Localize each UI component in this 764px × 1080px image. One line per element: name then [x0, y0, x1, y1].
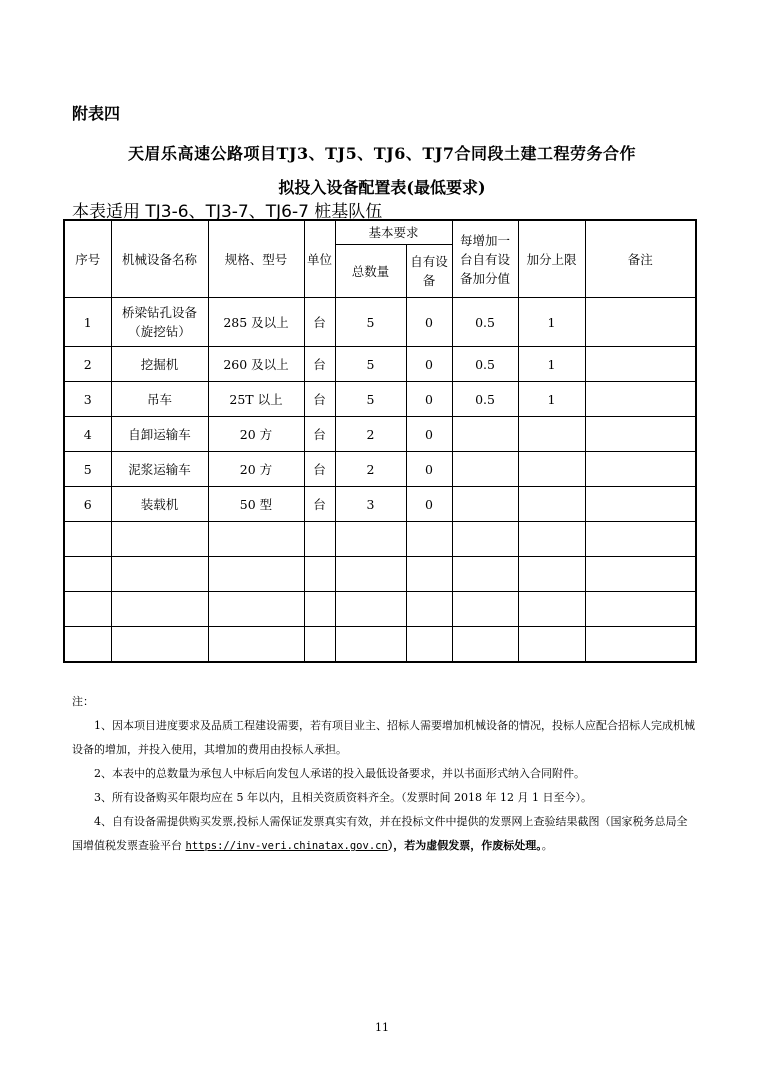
- cell-total: 5: [335, 382, 406, 417]
- table-row: [64, 347, 696, 382]
- cell-remark: [585, 298, 696, 347]
- cell-total: 3: [335, 487, 406, 522]
- page-number: 11: [375, 1021, 389, 1034]
- cell-bonus: [452, 417, 518, 452]
- header-spec: 规格、型号: [208, 220, 304, 298]
- cell-spec: 285 及以上: [208, 298, 304, 347]
- cell-name: 泥浆运输车: [111, 452, 208, 487]
- table-row: [64, 382, 696, 417]
- cell-total: 2: [335, 452, 406, 487]
- cell-remark: [585, 487, 696, 522]
- cell-spec: 20 方: [208, 452, 304, 487]
- cell-total: 2: [335, 417, 406, 452]
- note-4: [72, 810, 698, 858]
- cell-bonus: [452, 452, 518, 487]
- cell-cap: 1: [518, 347, 585, 382]
- cell-unit: 台: [304, 298, 335, 347]
- cell-spec: 20 方: [208, 417, 304, 452]
- cell-remark: [585, 417, 696, 452]
- cell-remark: [585, 347, 696, 382]
- note-4-text: 4、自有设备需提供购买发票,投标人需保证发票真实有效，并在投标文件中提供的发票网上查验结果截图（国家税务总局全国增值税发票查验平台: [72, 815, 688, 852]
- cell-cap: [518, 487, 585, 522]
- header-basic: 基本要求: [335, 220, 452, 245]
- header-total: 总数量: [335, 245, 406, 298]
- table-title: 天眉乐高速公路项目TJ3、TJ5、TJ6、TJ7合同段土建工程劳务合作: [128, 144, 636, 163]
- cell-no: 3: [64, 382, 111, 417]
- cell-no: 6: [64, 487, 111, 522]
- cell-remark: [585, 452, 696, 487]
- table-row: [64, 487, 696, 522]
- cell-unit: 台: [304, 417, 335, 452]
- empty-row: [64, 592, 696, 627]
- cell-owned: 0: [406, 417, 452, 452]
- cell-bonus: 0.5: [452, 298, 518, 347]
- cell-total: 5: [335, 347, 406, 382]
- cell-name: 自卸运输车: [111, 417, 208, 452]
- cell-owned: 0: [406, 347, 452, 382]
- header-row: [64, 220, 696, 245]
- header-unit: 单位: [304, 220, 335, 298]
- cell-unit: 台: [304, 452, 335, 487]
- cell-unit: 台: [304, 382, 335, 417]
- cell-name: 装载机: [111, 487, 208, 522]
- cell-cap: [518, 417, 585, 452]
- cell-name: 桥梁钻孔设备（旋挖钻）: [111, 298, 208, 347]
- cell-bonus: [452, 487, 518, 522]
- notes-section: [72, 690, 698, 858]
- cell-bonus: 0.5: [452, 347, 518, 382]
- cell-owned: 0: [406, 382, 452, 417]
- header-no: 序号: [64, 220, 111, 298]
- cell-owned: 0: [406, 487, 452, 522]
- table-row: [64, 298, 696, 347]
- empty-row: [64, 522, 696, 557]
- cell-bonus: 0.5: [452, 382, 518, 417]
- empty-row: [64, 627, 696, 663]
- notes-label: 注：: [72, 695, 94, 708]
- cell-cap: 1: [518, 298, 585, 347]
- header-bonus-cap: 加分上限: [518, 220, 585, 298]
- table-subtitle: 拟投入设备配置表(最低要求): [278, 178, 486, 197]
- cell-unit: 台: [304, 347, 335, 382]
- note-4-warning: ），若为虚假发票，作废标处理。: [387, 839, 542, 852]
- cell-no: 4: [64, 417, 111, 452]
- cell-spec: 50 型: [208, 487, 304, 522]
- verification-link[interactable]: https://inv-veri.chinatax.gov.cn: [185, 840, 388, 852]
- note-2: 2、本表中的总数量为承包人中标后向发包人承诺的投入最低设备要求，并以书面形式纳入合同附件。: [94, 767, 585, 780]
- table-row: [64, 417, 696, 452]
- header-bonus-each: 每增加一台自有设备加分值: [452, 220, 518, 298]
- scope-text: 本表适用 TJ3-6、TJ3-7、TJ6-7 桩基队伍: [72, 202, 383, 222]
- header-remark: 备注: [585, 220, 696, 298]
- attachment-label: 附表四: [72, 104, 121, 123]
- note-4-end: 。: [541, 839, 553, 852]
- cell-unit: 台: [304, 487, 335, 522]
- cell-owned: 0: [406, 452, 452, 487]
- cell-cap: [518, 452, 585, 487]
- table-row: [64, 452, 696, 487]
- equipment-table: [63, 219, 697, 663]
- cell-cap: 1: [518, 382, 585, 417]
- cell-no: 1: [64, 298, 111, 347]
- cell-name: 挖掘机: [111, 347, 208, 382]
- note-3: 3、所有设备购买年限均应在 5 年以内，且相关资质资料齐全。（发票时间 2018 年 12 月 1 日至今）。: [94, 791, 592, 804]
- cell-spec: 260 及以上: [208, 347, 304, 382]
- cell-remark: [585, 382, 696, 417]
- cell-name: 吊车: [111, 382, 208, 417]
- cell-owned: 0: [406, 298, 452, 347]
- header-owned: 自有设备: [406, 245, 452, 298]
- header-name: 机械设备名称: [111, 220, 208, 298]
- cell-no: 2: [64, 347, 111, 382]
- cell-total: 5: [335, 298, 406, 347]
- note-1: 1、因本项目进度要求及品质工程建设需要，若有项目业主、招标人需要增加机械设备的情况，投标人应配合招标人完成机械设备的增加，并投入使用，其增加的费用由投标人承担。: [72, 719, 695, 756]
- empty-row: [64, 557, 696, 592]
- cell-no: 5: [64, 452, 111, 487]
- cell-spec: 25T 以上: [208, 382, 304, 417]
